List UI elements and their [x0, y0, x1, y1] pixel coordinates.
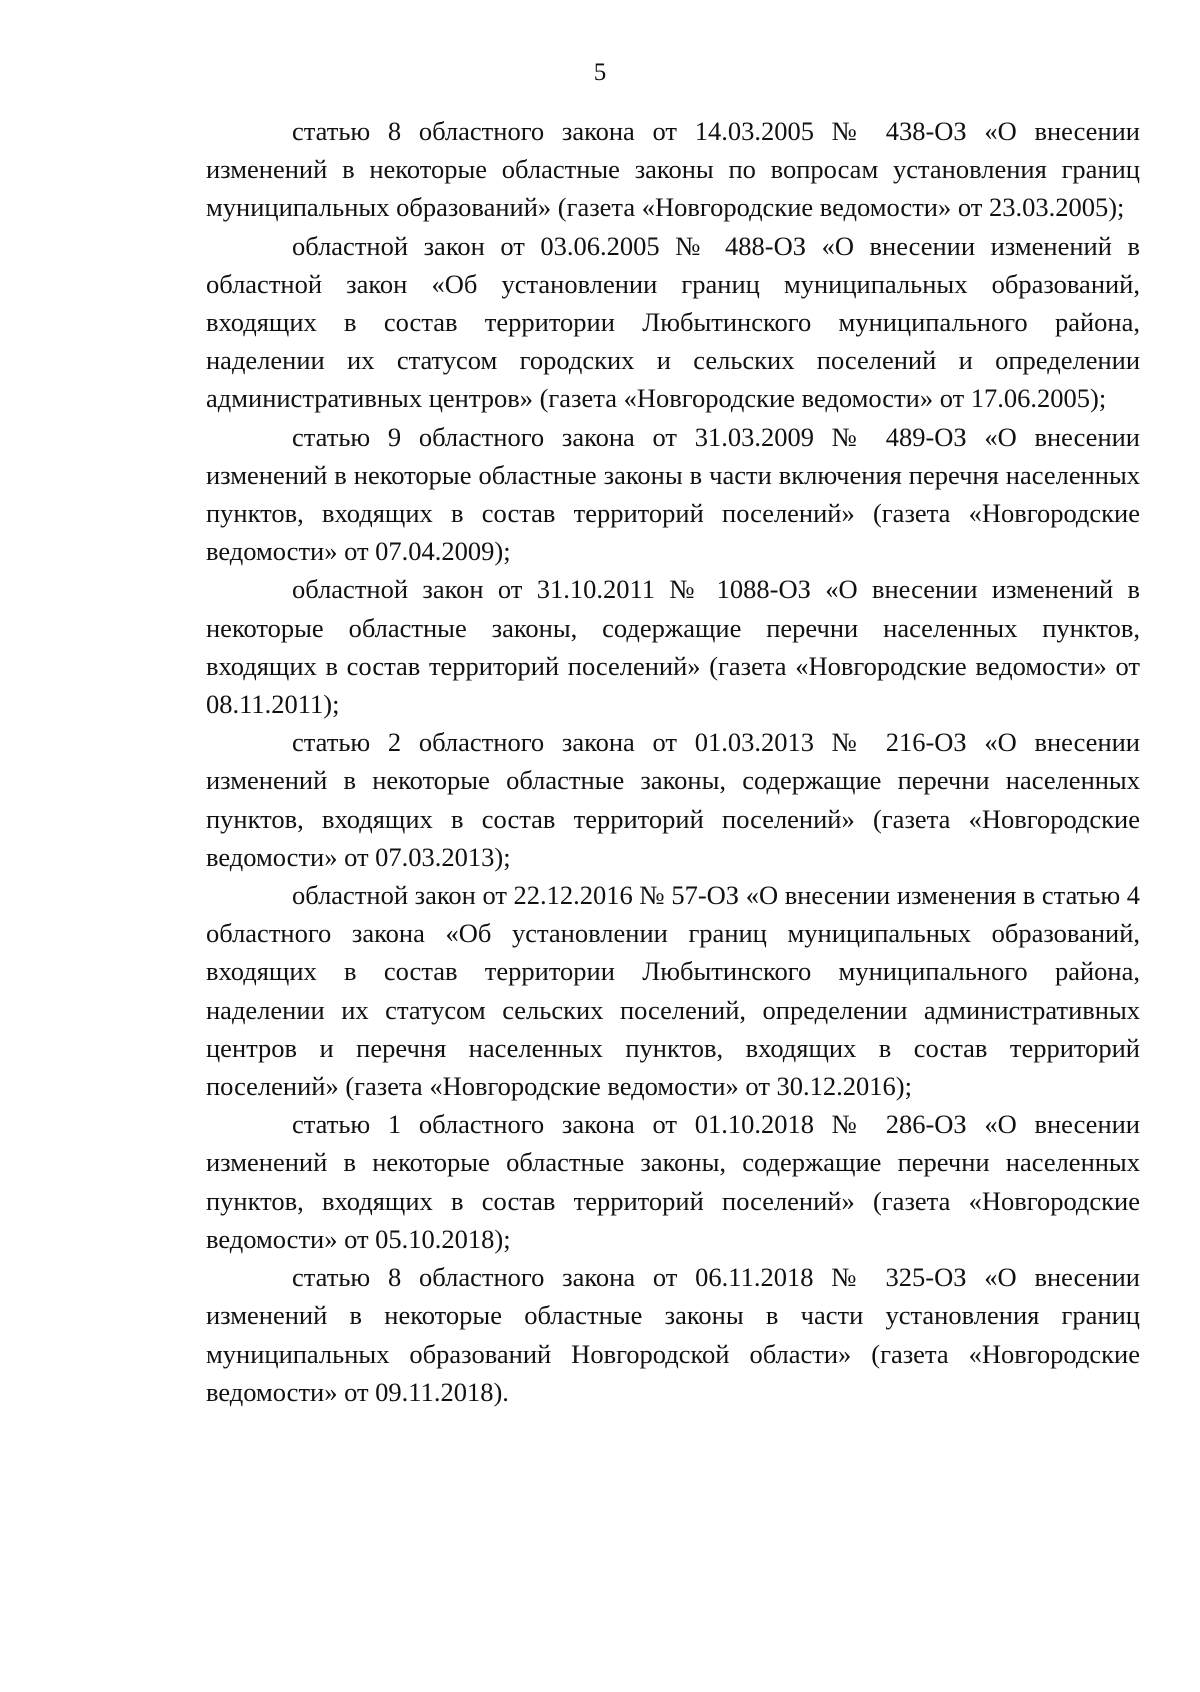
paragraph-law-488-oz: областной закон от 03.06.2005 № 488-ОЗ «О внесении изменений в областной закон «Об установлении границ муниципальных образований, входящих в состав территории Любытинского муниципального района, наделении их статусом городских и сельских поселений и определении административных центров» (газета «Новгородские ведомости» от 17.06.2005); — [206, 230, 1140, 414]
document-body — [206, 112, 1140, 1411]
paragraph-law-325-oz: статью 8 областного закона от 06.11.2018 № 325-ОЗ «О внесении изменений в некоторые областные законы в части установления границ муниципальных образований Новгородской области» (газета «Новгородские ведомости» от 09.11.2018). — [206, 1262, 1140, 1407]
paragraph-law-286-oz: статью 1 областного закона от 01.10.2018 № 286-ОЗ «О внесении изменений в некоторые областные законы, содержащие перечни населенных пунктов, входящих в состав территорий поселений» (газета «Новгородские ведомости» от 05.10.2018); — [206, 1109, 1140, 1254]
paragraph-law-438-oz: статью 8 областного закона от 14.03.2005 № 438-ОЗ «О внесении изменений в некоторые областные законы по вопросам установления границ муниципальных образований» (газета «Новгородские ведомости» от 23.03.2005); — [206, 116, 1140, 223]
paragraph-law-1088-oz: областной закон от 31.10.2011 № 1088-ОЗ «О внесении изменений в некоторые областные законы, содержащие перечни населенных пунктов, входящих в состав территорий поселений» (газета «Новгородские ведомости» от 08.11.2011); — [206, 574, 1140, 720]
paragraph-law-216-oz: статью 2 областного закона от 01.03.2013 № 216-ОЗ «О внесении изменений в некоторые областные законы, содержащие перечни населенных пунктов, входящих в состав территорий поселений» (газета «Новгородские ведомости» от 07.03.2013); — [206, 727, 1140, 872]
paragraph-law-489-oz: статью 9 областного закона от 31.03.2009 № 489-ОЗ «О внесении изменений в некоторые областные законы в части включения перечня населенных пунктов, входящих в состав территорий поселений» (газета «Новгородские ведомости» от 07.04.2009); — [206, 421, 1140, 567]
page-number: 5 — [593, 59, 607, 86]
paragraph-law-57-oz: областной закон от 22.12.2016 № 57-ОЗ «О внесении изменения в статью 4 областного закона «Об установлении границ муниципальных образований, входящих в состав территории Любытинского муниципального района, наделении их статусом сельских поселений, определении административных центров и перечня населенных пунктов, входящих в состав территорий поселений» (газета «Новгородские ведомости» от 30.12.2016); — [206, 880, 1140, 1102]
